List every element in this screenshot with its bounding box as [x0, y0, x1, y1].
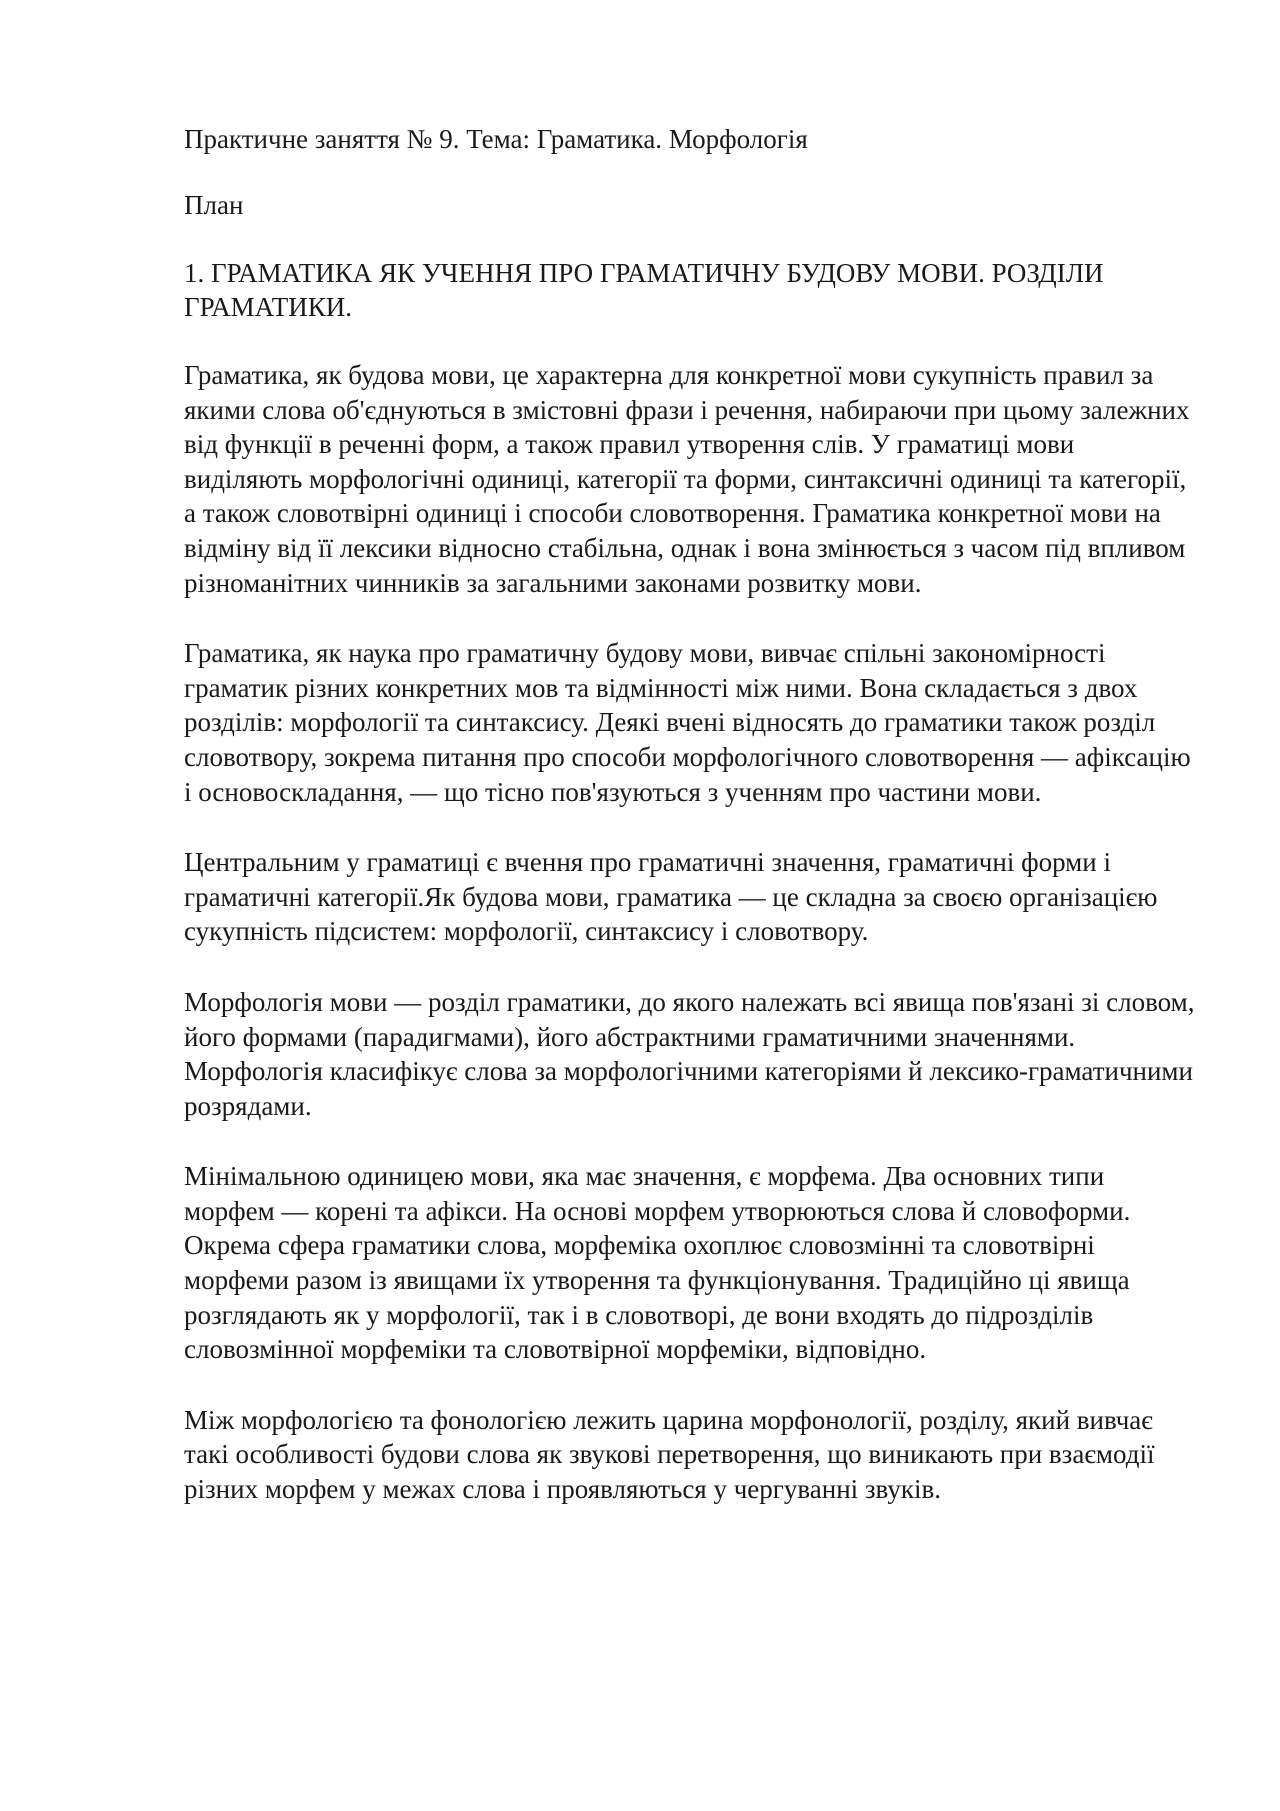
page-title: Практичне заняття № 9. Тема: Граматика. Морфологія [184, 124, 808, 154]
paragraph-morpheme: Мінімальною одиницею мови, яка має значення, є морфема. Два основних типи морфем — корені та афікси. На основі морфем утворюються слова й словоформи. Окрема сфера граматики слова, морфеміка охоплює словозмінні та словотвірні морфеми разом із явищами їх утворення та функціонування. Традиційно ці явища розглядають як у морфології, так і в словотворі, де вони входять до підрозділів словозмінної морфеміки та словотвірної морфеміки, відповідно. [184, 1161, 1131, 1365]
paragraph-morphonology: Між морфологією та фонологією лежить царина морфонології, розділу, який вивчає такі особливості будови слова як звукові перетворення, що виникають при взаємодії різних морфем у межах слова і проявляються у чергуванні звуків. [184, 1404, 1155, 1505]
document-body [184, 122, 1198, 1543]
plan-label: План [184, 190, 244, 220]
section-heading: 1. ГРАМАТИКА ЯК УЧЕННЯ ПРО ГРАМАТИЧНУ БУДОВУ МОВИ. РОЗДІЛИ ГРАМАТИКИ. [184, 258, 1104, 322]
paragraph-grammar-core: Центральним у граматиці є вчення про граматичні значення, граматичні форми і граматичні категорії.Як будова мови, граматика — це складна за своєю організацією сукупність підсистем: морфології, синтаксису і словотвору. [184, 847, 1158, 947]
paragraph-grammar-science: Граматика, як наука про граматичну будову мови, вивчає спільні закономірності граматик різних конкретних мов та відмінності між ними. Вона складається з двох розділів: морфології та синтаксису. Деякі вчені відносять до граматики також розділ словотвору, зокрема питання про способи морфологічного словотворення — афіксацію і основоскладання, — що тісно пов'язуються з ученням про частини мови. [184, 638, 1191, 807]
paragraph-morphology: Морфологія мови — розділ граматики, до якого належать всі явища пов'язані зі словом, його формами (парадигмами), його абстрактними граматичними значеннями. Морфологія класифікує слова за морфологічними категоріями й лексико-граматичними розрядами. [184, 986, 1195, 1121]
paragraph-grammar-structure: Граматика, як будова мови, це характерна для конкретної мови сукупність правил за якими слова об'єднуються в змістовні фрази і речення, набираючи при цьому залежних від функції в реченні форм, а також правил утворення слів. У граматиці мови виділяють морфологічні одиниці, категорії та форми, синтаксичні одиниці та категорії, а також словотвірні одиниці і способи словотворення. Граматика конкретної мови на відміну від її лексики відносно стабільна, однак і вона змінюється з часом під впливом різноманітних чинників за загальними законами розвитку мови. [184, 360, 1190, 598]
